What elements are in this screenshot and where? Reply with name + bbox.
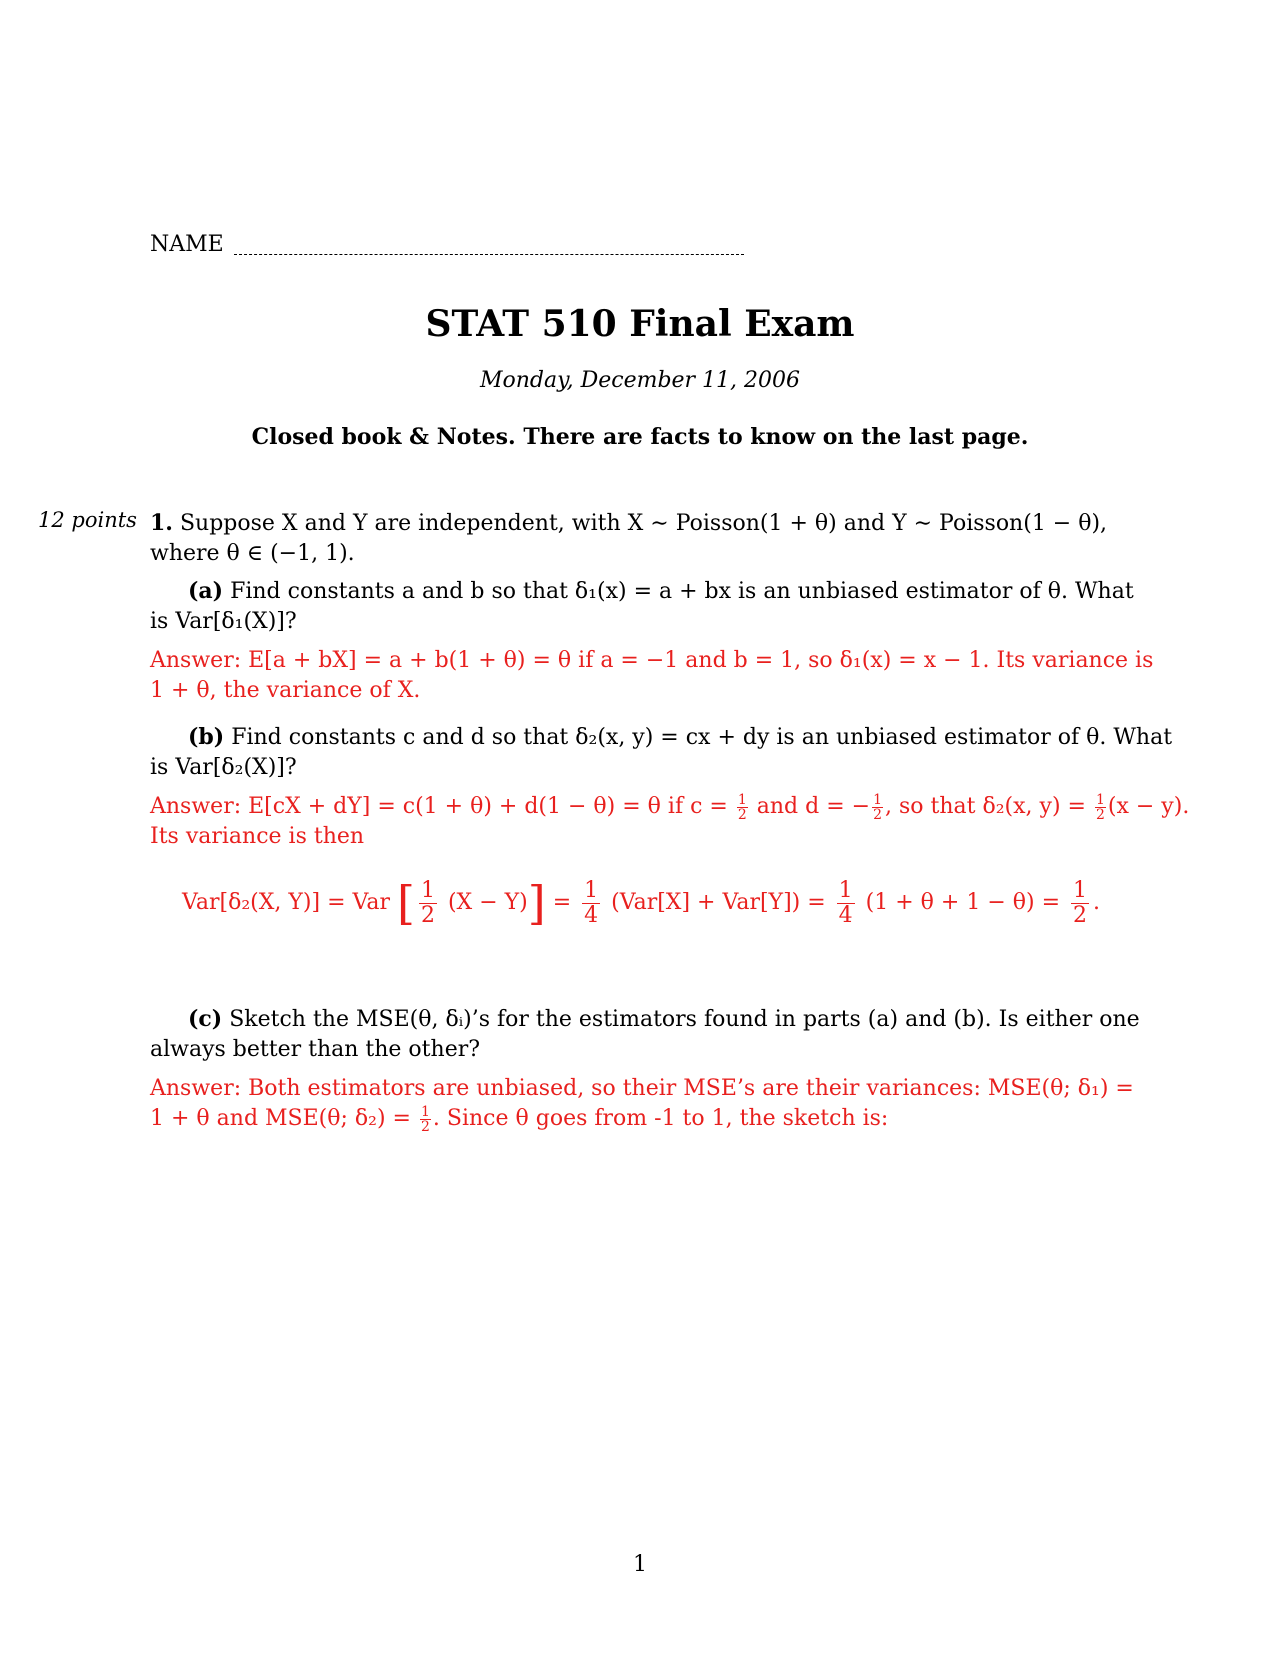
part-b-question bbox=[150, 722, 1173, 783]
fraction-one-half bbox=[1071, 879, 1089, 928]
fraction-one-half bbox=[1095, 793, 1106, 822]
fraction-one-half bbox=[419, 879, 437, 928]
part-b-ans-text-d: (x − y). bbox=[1107, 794, 1190, 819]
part-c-answer bbox=[150, 1074, 1134, 1135]
fraction-one-half bbox=[872, 793, 883, 822]
page-number: 1 bbox=[633, 1552, 647, 1577]
frac-den: 4 bbox=[584, 902, 599, 928]
frac-den: 2 bbox=[1073, 902, 1088, 928]
part-b-ans-text-c: , so that δ₂(x, y) = bbox=[885, 794, 1086, 819]
part-b-ans-line-1 bbox=[150, 791, 1190, 823]
question-1-stem bbox=[150, 508, 1130, 569]
eq-lhs: Var[δ₂(X, Y)] = Var bbox=[182, 890, 390, 915]
part-a-answer bbox=[150, 646, 1154, 706]
part-a-label: (a) bbox=[188, 578, 224, 604]
part-c-ans-line-1: Answer: Both estimators are unbiased, so their MSE’s are their variances: MSE(θ; δ₁) = bbox=[150, 1076, 1134, 1101]
left-bracket: [ bbox=[397, 876, 415, 930]
eq-part-4: (1 + θ + 1 − θ) = bbox=[865, 890, 1061, 915]
frac-num: 1 bbox=[1095, 791, 1105, 808]
question-points: 12 points bbox=[38, 508, 137, 532]
fraction-one-half bbox=[420, 1105, 431, 1134]
part-a-question bbox=[150, 576, 1134, 637]
exam-date: Monday, December 11, 2006 bbox=[479, 368, 801, 393]
page-title: STAT 510 Final Exam bbox=[425, 303, 855, 345]
frac-num: 1 bbox=[420, 877, 435, 903]
part-c-q-line-2: always better than the other? bbox=[150, 1037, 481, 1062]
part-b-q-line-1: Find constants c and d so that δ₂(x, y) = cx + dy is an unbiased estimator of θ. What bbox=[231, 725, 1173, 750]
fraction-one-quarter bbox=[837, 879, 855, 928]
name-blank-line bbox=[234, 253, 744, 255]
part-c-question bbox=[150, 1004, 1140, 1065]
part-a-q-line-2: is Var[δ₁(X)]? bbox=[150, 609, 297, 634]
eq-part-2: (X − Y) bbox=[447, 890, 528, 915]
frac-num: 1 bbox=[420, 1103, 430, 1120]
part-b-ans-text-b: and d = − bbox=[756, 794, 871, 819]
part-b-ans-line-2: Its variance is then bbox=[150, 824, 365, 849]
right-bracket: ] bbox=[527, 876, 546, 930]
frac-den: 2 bbox=[873, 806, 882, 823]
part-c-ans-line-2 bbox=[150, 1104, 1130, 1134]
stem-line-2: where θ ∈ (−1, 1). bbox=[150, 541, 355, 566]
frac-den: 4 bbox=[838, 902, 853, 928]
fraction-one-half bbox=[737, 793, 748, 822]
part-a-ans-line-2: 1 + θ, the variance of X. bbox=[150, 678, 421, 703]
name-label: NAME bbox=[150, 232, 224, 257]
part-c-ans-text-a: 1 + θ and MSE(θ; δ₂) = bbox=[150, 1106, 411, 1131]
exam-instructions: Closed book & Notes. There are facts to know on the last page. bbox=[251, 424, 1029, 450]
fraction-one-quarter bbox=[582, 879, 600, 928]
frac-num: 1 bbox=[838, 877, 853, 903]
name-field-row bbox=[150, 230, 744, 260]
frac-den: 2 bbox=[420, 902, 435, 928]
part-c-label: (c) bbox=[188, 1006, 223, 1032]
part-b-ans-text-a: Answer: E[cX + dY] = c(1 + θ) + d(1 − θ) = θ if c = bbox=[150, 794, 728, 819]
part-a-q-line-1: Find constants a and b so that δ₁(x) = a + bx is an unbiased estimator of θ. What bbox=[230, 579, 1134, 604]
part-b-q-line-2: is Var[δ₂(X)]? bbox=[150, 755, 297, 780]
frac-num: 1 bbox=[584, 877, 599, 903]
question-number: 1. bbox=[150, 510, 173, 536]
part-a-ans-line-1: Answer: E[a + bX] = a + b(1 + θ) = θ if a = −1 and b = 1, so δ₁(x) = x − 1. Its variance is bbox=[150, 648, 1154, 673]
frac-num: 1 bbox=[1073, 877, 1088, 903]
frac-den: 2 bbox=[1095, 806, 1105, 823]
part-c-ans-text-b: . Since θ goes from -1 to 1, the sketch is: bbox=[432, 1106, 889, 1131]
part-b-label: (b) bbox=[188, 724, 225, 750]
variance-display-equation: Var[δ₂(X, Y)] = Var [ $\frac{1}{2}$ (X − Y)] = $\frac{1}{4}$ (Var[X] + Var[Y]) = $\frac{1}{4}$ (1 + θ + 1 − θ) = $\frac{1}{2}$ . bbox=[182, 876, 1101, 930]
frac-den: 2 bbox=[420, 1118, 430, 1135]
frac-num: 1 bbox=[873, 791, 882, 808]
stem-line-1: Suppose X and Y are independent, with X ∼ Poisson(1 + θ) and Y ∼ Poisson(1 − θ), bbox=[179, 511, 1108, 536]
eq-part-3: (Var[X] + Var[Y]) = bbox=[611, 890, 826, 915]
part-c-q-line-1: Sketch the MSE(θ, δᵢ)’s for the estimators found in parts (a) and (b). Is either one bbox=[229, 1007, 1140, 1032]
part-b-answer bbox=[150, 791, 1190, 852]
frac-num: 1 bbox=[737, 791, 747, 808]
frac-den: 2 bbox=[737, 806, 747, 823]
